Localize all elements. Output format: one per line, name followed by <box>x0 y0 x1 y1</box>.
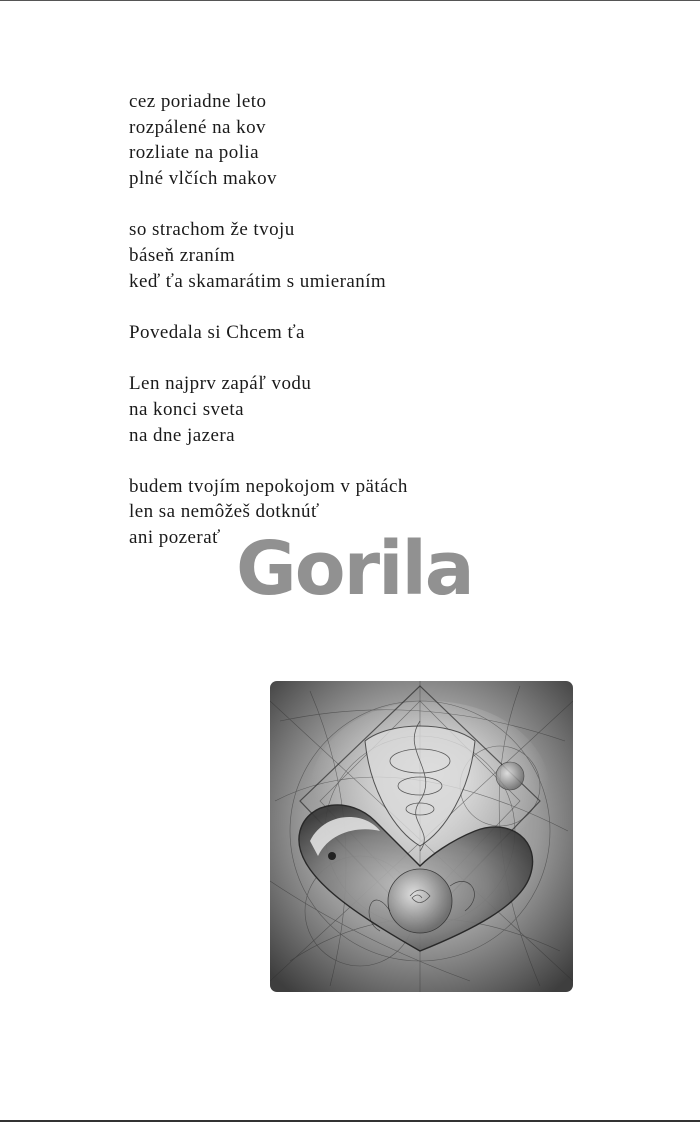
poem-line: budem tvojím nepokojom v pätách <box>129 475 408 497</box>
poem-line: plné vlčích makov <box>129 168 277 190</box>
poem-line: cez poriadne leto <box>129 91 267 112</box>
bottom-rule <box>0 1120 700 1122</box>
poem-line: Povedala si Chcem ťa <box>129 321 305 343</box>
heart-etching-illustration <box>270 681 573 992</box>
stanza-3 <box>129 320 599 346</box>
poem-line: báseň zraním <box>129 245 236 267</box>
poem-line: na konci sveta <box>129 398 244 420</box>
poem-line: ani pozerať <box>129 527 221 549</box>
poem-line: so strachom že tvoju <box>129 219 295 241</box>
poem-line: len sa nemôžeš dotknúť <box>129 501 320 523</box>
stanza-4 <box>129 371 599 448</box>
poem-text <box>129 89 599 576</box>
poem-line: Len najprv zapáľ vodu <box>129 373 312 395</box>
gorila-watermark: Gorila <box>236 526 473 612</box>
stanza-1 <box>129 89 599 192</box>
top-rule <box>0 0 700 1</box>
poem-line: na dne jazera <box>129 424 236 446</box>
stanza-2 <box>129 217 599 294</box>
poem-line: rozliate na polia <box>129 142 260 164</box>
poem-line: rozpálené na kov <box>129 116 266 138</box>
poem-line: keď ťa skamarátim s umieraním <box>129 270 387 292</box>
